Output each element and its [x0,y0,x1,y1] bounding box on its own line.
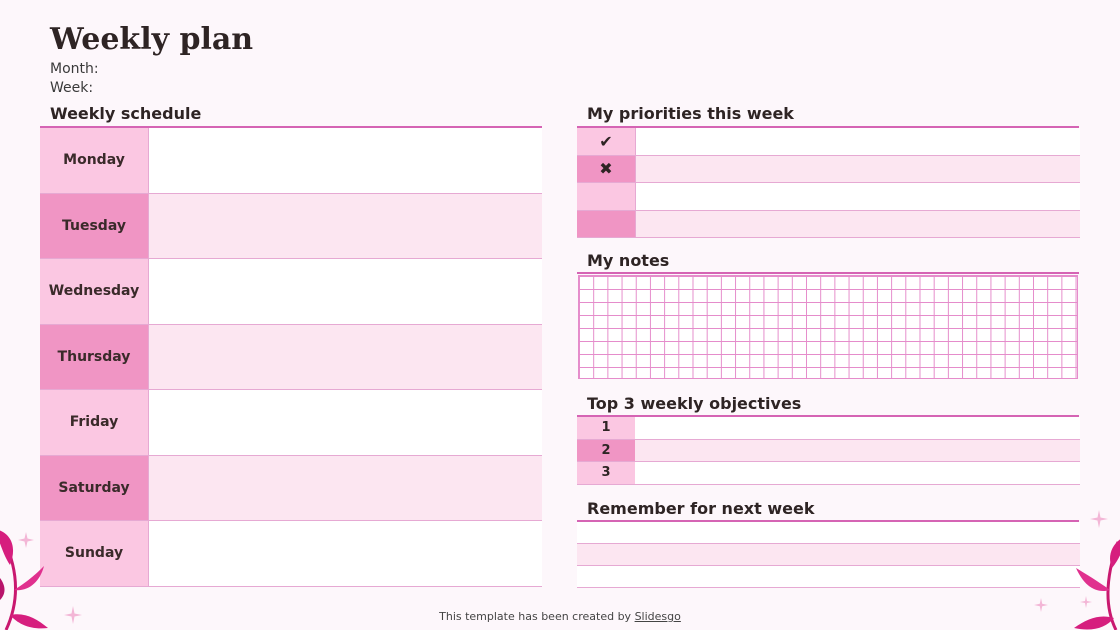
cross-icon[interactable]: ✖ [577,156,636,183]
objective-number: 3 [577,462,635,484]
remember-entry[interactable] [577,522,1080,544]
day-row-tuesday [40,194,542,260]
weekly-schedule [40,128,542,587]
day-entry-area[interactable] [149,521,542,586]
priorities-list [577,128,1080,238]
day-label: Wednesday [40,259,149,324]
objective-row [577,462,1080,485]
priority-entry[interactable] [636,128,1080,155]
objective-entry[interactable] [635,417,1080,439]
day-label: Sunday [40,521,149,586]
remember-title: Remember for next week [587,499,815,518]
schedule-title: Weekly schedule [50,104,202,123]
day-entry-area[interactable] [149,390,542,455]
objective-number: 2 [577,440,635,462]
day-row-wednesday [40,259,542,325]
priority-entry[interactable] [636,156,1080,183]
objective-row [577,417,1080,440]
priorities-title: My priorities this week [587,104,794,123]
day-entry-area[interactable] [149,456,542,521]
check-icon[interactable]: ✔ [577,128,636,155]
month-label: Month: [50,61,99,77]
priority-row [577,128,1080,156]
objective-row [577,440,1080,463]
sparkle-icon [1080,596,1092,608]
page-title: Weekly plan [50,22,254,57]
leaf-decoration-right [1060,528,1120,630]
objective-entry[interactable] [635,440,1080,462]
priority-row [577,211,1080,239]
day-label: Saturday [40,456,149,521]
priority-row [577,183,1080,211]
day-label: Monday [40,128,149,193]
footer-credit [0,610,1120,623]
sparkle-icon [1034,598,1048,612]
slidesgo-link[interactable]: Slidesgo [634,610,681,623]
day-label: Friday [40,390,149,455]
day-row-friday [40,390,542,456]
week-label: Week: [50,80,94,96]
remember-entry[interactable] [577,566,1080,588]
notes-title: My notes [587,251,670,270]
notes-grid[interactable] [578,275,1078,379]
sparkle-icon [1090,510,1108,528]
day-entry-area[interactable] [149,325,542,390]
objective-number: 1 [577,417,635,439]
day-label: Thursday [40,325,149,390]
priority-row [577,156,1080,184]
day-row-sunday [40,521,542,587]
sparkle-icon [18,532,34,548]
priority-checkbox[interactable] [577,183,636,210]
objectives-title: Top 3 weekly objectives [587,394,802,413]
day-row-monday [40,128,542,194]
objective-entry[interactable] [635,462,1080,484]
sparkle-icon [64,606,82,624]
day-entry-area[interactable] [149,259,542,324]
remember-entry[interactable] [577,544,1080,566]
priority-entry[interactable] [636,211,1080,238]
day-row-thursday [40,325,542,391]
priority-checkbox[interactable] [577,211,636,238]
remember-lines [577,522,1080,588]
day-entry-area[interactable] [149,194,542,259]
day-entry-area[interactable] [149,128,542,193]
footer-text: This template has been created by [439,610,635,623]
priority-entry[interactable] [636,183,1080,210]
objectives-list [577,417,1080,485]
day-label: Tuesday [40,194,149,259]
notes-divider [577,272,1079,274]
day-row-saturday [40,456,542,522]
